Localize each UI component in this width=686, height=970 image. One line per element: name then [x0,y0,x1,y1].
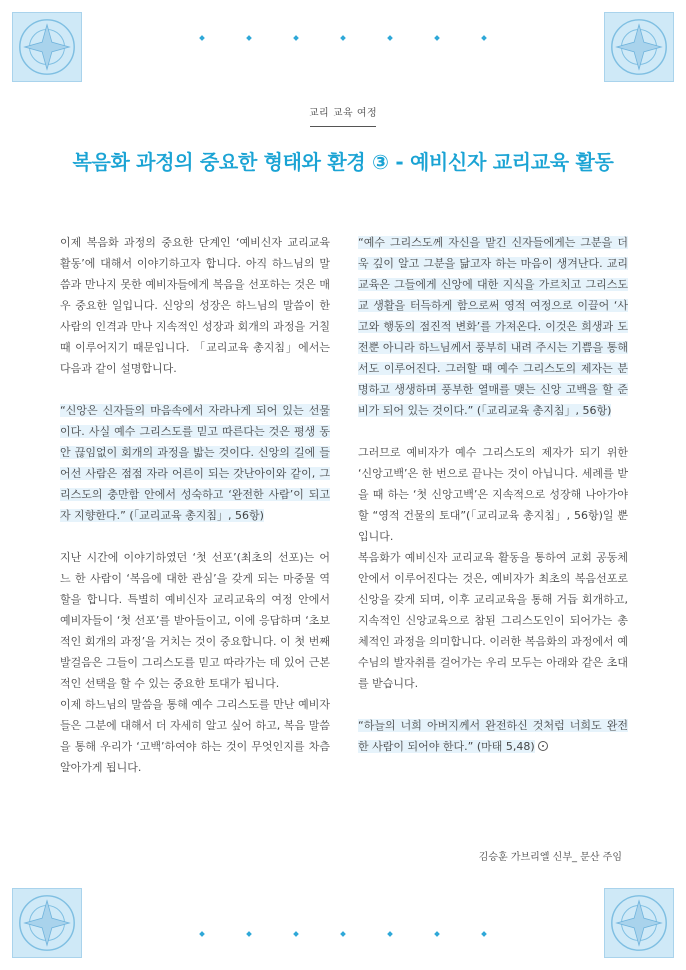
dot [246,35,252,41]
paragraph-evangelization: 복음화가 예비신자 교리교육 활동을 통하여 교회 공동체 안에서 이루어진다는 것은, 예비자가 최초의 복음선포로 신앙을 갖게 되며, 이후 교리교육을 통해 거듭 회개하고, 지속적인 신앙교육으로 참된 그리스도인이 되어가는 총체적인 과정을 의미합니다. 이러한 복음화의 과정에서 예수님의 발자취를 걸어가는 우리 모두는 아래와 같은 초대를 받습니다. [358,551,628,690]
quote-block [358,232,628,421]
dot [481,35,487,41]
dot [246,931,252,937]
paragraph-profession-of-faith: 그러므로 예비자가 예수 그리스도의 제자가 되기 위한 ‘신앙고백’은 한 번으로 끝나는 것이 아닙니다. 세례를 받을 때 하는 ‘첫 신앙고백’은 지속적으로 성장해 나아가야 할 “영적 건물의 토대”(「교리교육 총지침」, 56항)일 뿐입니다. [358,446,628,543]
dot [481,931,487,937]
paragraph-confession: 이제 하느님의 말씀을 통해 예수 그리스도를 만난 예비자들은 그분에 대해서 더 자세히 알고 싶어 하고, 복음 말씀을 통해 우리가 ‘고백’하여야 하는 것이 무엇인지를 차츰 알아가게 됩니다. [60,698,330,774]
left-column [60,232,330,778]
bottom-dot-divider [200,932,486,936]
quote-text: “예수 그리스도께 자신을 맡긴 신자들에게는 그분을 더욱 깊이 알고 그분을 닮고자 하는 마음이 생겨난다. 교리교육은 그들에게 신앙에 대한 지식을 가르치고 그리스도교 생활을 터득하게 함으로써 영적 여정으로 이끌어 ‘사고와 행동의 점진적 변화’를 가져온다. 이것은 희생과 도전뿐 아니라 하느님께서 풍부히 내려 주시는 기쁨을 통해서도 이루어진다. 그러할 때 예수 그리스도의 제자는 분명하고 생생하며 풍부한 열매를 맺는 신앙 고백을 할 준비가 되어 있는 것이다.” (「교리교육 총지침」, 56항) [358,236,628,417]
paragraph-first-proclamation: 지난 시간에 이야기하였던 ‘첫 선포’(최초의 선포)는 어느 한 사람이 ‘복음에 대한 관심’을 갖게 되는 마중물 역할을 합니다. 특별히 예비신자 교리교육의 여정 안에서 예비자들이 ‘첫 선포’를 받아들이고, 이에 응답하며 ‘초보적인 회개의 과정’을 거치는 것이 중요합니다. 이 첫 번째 발걸음은 그들이 그리스도를 믿고 따라가는 데 있어 근본적인 선택을 할 수 있는 중요한 토대가 됩니다. [60,551,330,690]
author-byline: 김승훈 가브리엘 신부_ 문산 주임 [478,852,622,863]
ornament-bottom-left [12,888,82,958]
ornament-bottom-right [604,888,674,958]
dot [340,35,346,41]
paragraph-intro: 이제 복음화 과정의 중요한 단계인 ‘예비신자 교리교육 활동’에 대해서 이야기하고자 합니다. 아직 하느님의 말씀과 만나지 못한 예비자들에게 복음을 선포하는 것은 매우 중요한 일입니다. 신앙의 성장은 하느님의 말씀이 한 사람의 인격과 만나 지속적인 성장과 회개의 과정을 거칠 때 이루어지기 때문입니다. 「교리교육 총지침」에서는 다음과 같이 설명합니다. [60,236,330,375]
dot [199,931,205,937]
paragraph-gap [358,421,628,442]
article-title: 복음화 과정의 중요한 형태와 환경 ③ - 예비신자 교리교육 활동 [72,150,614,174]
top-dot-divider [200,36,486,40]
section-kicker: 교리 교육 여정 [308,108,378,119]
dot [293,35,299,41]
dot [293,931,299,937]
dot [434,931,440,937]
ornament-top-right [604,12,674,82]
dot [387,931,393,937]
ornamental-tile-icon [605,13,673,81]
kicker-underline [310,126,376,127]
end-mark-icon [538,741,548,751]
paragraph-gap [60,526,330,547]
dot [387,35,393,41]
ornamental-tile-icon [605,889,673,957]
ornament-top-left [12,12,82,82]
ornamental-tile-icon [13,889,81,957]
dot [434,35,440,41]
dot [199,35,205,41]
dot [340,931,346,937]
paragraph-gap [60,379,330,400]
quote-text: “하늘의 너희 아버지께서 완전하신 것처럼 너희도 완전한 사람이 되어야 한다.” (마태 5,48) [358,719,628,753]
right-column [358,232,628,757]
quote-block [358,715,628,757]
paragraph-gap [358,694,628,715]
quote-block [60,400,330,526]
quote-text: “신앙은 신자들의 마음속에서 자라나게 되어 있는 선물이다. 사실 예수 그리스도를 믿고 따른다는 것은 평생 동안 끊임없이 회개의 과정을 밟는 것이다. 신앙의 길에 들어선 사람은 점점 자라 어른이 되는 갓난아이와 같이, 그리스도의 충만함 안에서 성숙하고 ‘완전한 사람’이 되고자 지향한다.” (「교리교육 총지침」, 56항) [60,404,330,522]
ornamental-tile-icon [13,13,81,81]
